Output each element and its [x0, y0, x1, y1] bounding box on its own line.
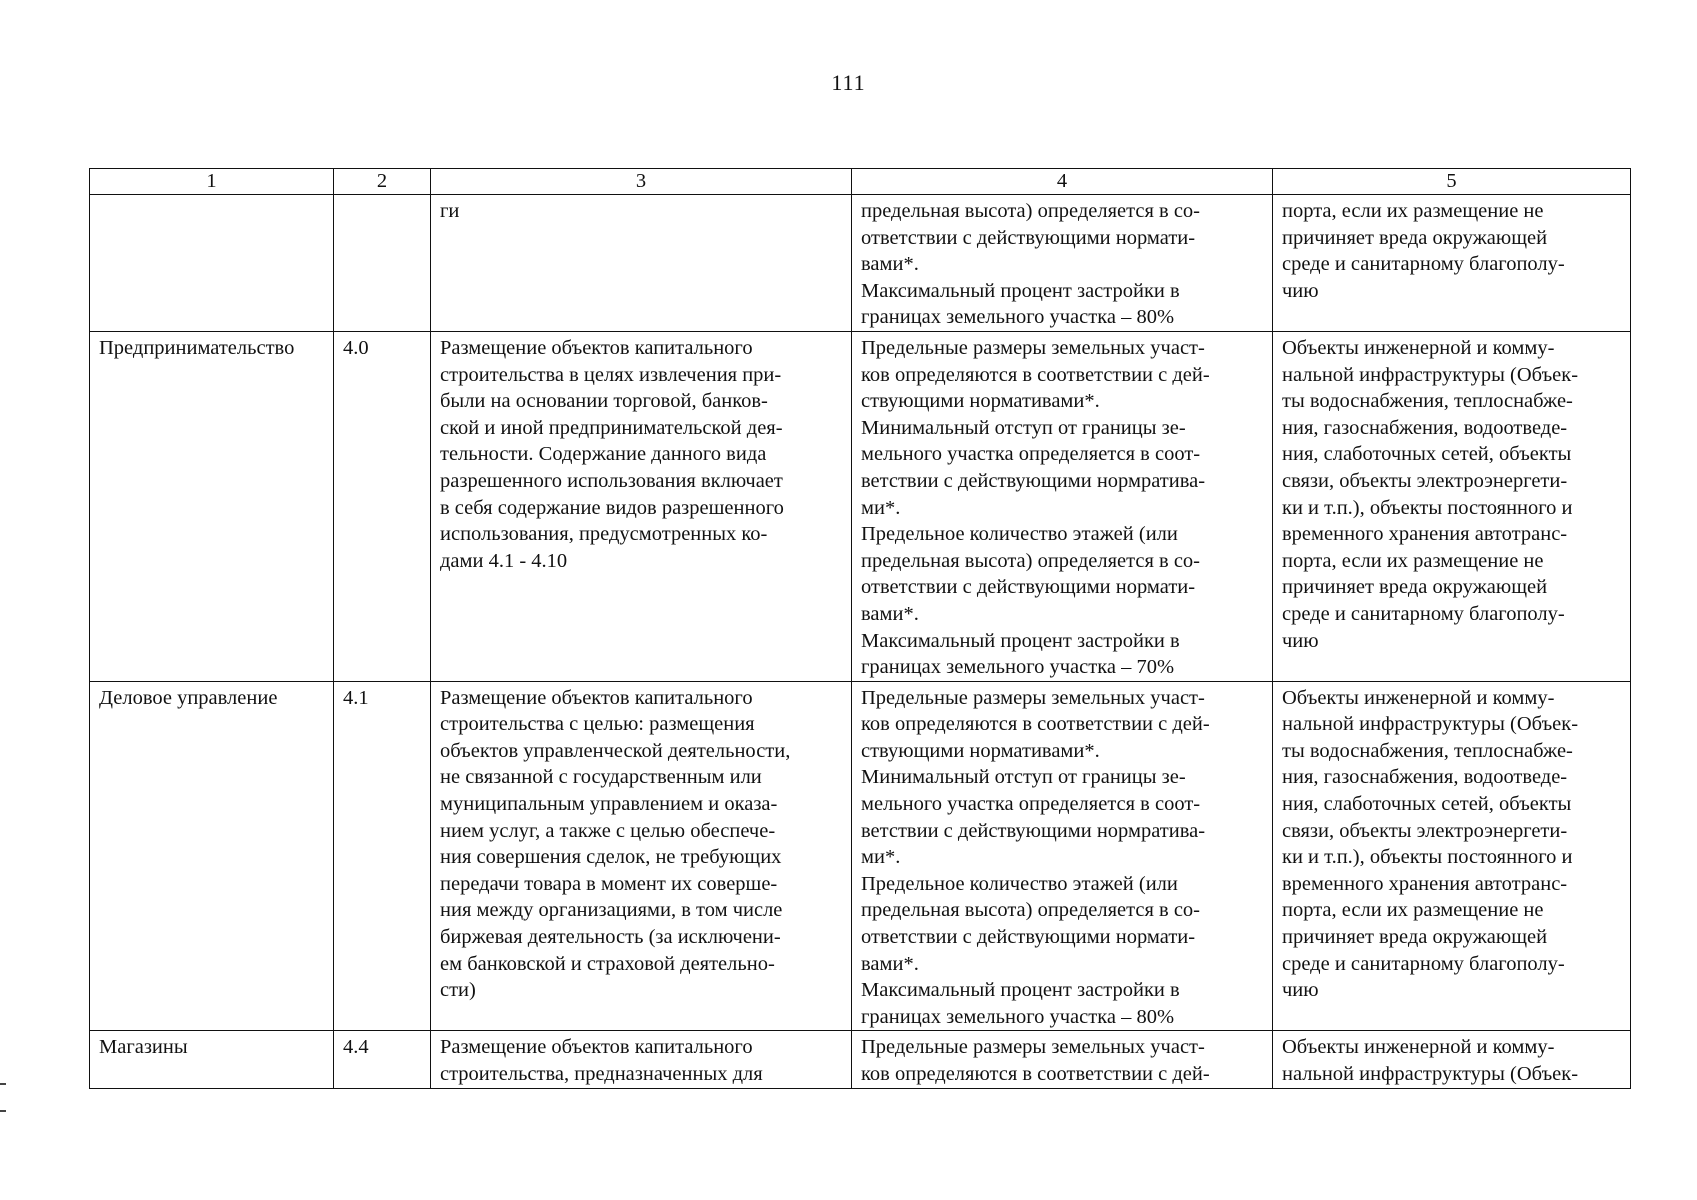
- auxiliary-uses: Объекты инженерной и комму- нальной инфраструктуры (Объек- ты водоснабжения, теплоснабже- ния, газоснабжения, водоотведе- ния, слаботочных сетей, объекты связи, объекты электроэнергети- ки и т.п.), объекты постоянного и временного хранения автотранс- порта, если их размещение не причиняет вреда окружающей среде и санитарному благополу- чию: [1273, 681, 1631, 1031]
- building-parameters: Предельные размеры земельных участ- ков определяются в соответствии с дей-: [852, 1031, 1273, 1088]
- use-type-description: Размещение объектов капитального строительства с целью: размещения объектов управленческой деятельности, не связанной с государственным или муниципальным управлением и оказа- нием услуг, а также с целью обеспече- ния совершения сделок, не требующих передачи товара в момент их соверше- ния между организациями, в том числе биржевая деятельность (за исключени- ем банковской и страховой деятельно- сти): [431, 681, 852, 1031]
- column-header: 4: [852, 169, 1273, 195]
- building-parameters: предельная высота) определяется в со- ответствии с действующими нормати- вами*. Максимальный процент застройки в границах земельного участка – 80%: [852, 195, 1273, 332]
- column-header: 2: [334, 169, 431, 195]
- auxiliary-uses: Объекты инженерной и комму- нальной инфраструктуры (Объек-: [1273, 1031, 1631, 1088]
- building-parameters: Предельные размеры земельных участ- ков определяются в соответствии с дей- ствующими нормативами*. Минимальный отступ от границы зе- мельного участка определяется в соот- ветствии с действующими нормратива- ми*. Предельное количество этажей (или предельная высота) определяется в со- ответствии с действующими нормати- вами*. Максимальный процент застройки в границах земельного участка – 70%: [852, 331, 1273, 681]
- use-type-description: ги: [431, 195, 852, 332]
- auxiliary-uses: порта, если их размещение не причиняет вреда окружающей среде и санитарному благополу- чию: [1273, 195, 1631, 332]
- table-row: [90, 1031, 1631, 1088]
- column-header: 1: [90, 169, 334, 195]
- scan-edge-mark: [0, 1083, 6, 1085]
- table-row: [90, 681, 1631, 1031]
- building-parameters: Предельные размеры земельных участ- ков определяются в соответствии с дей- ствующими нормативами*. Минимальный отступ от границы зе- мельного участка определяется в соот- ветствии с действующими нормратива- ми*. Предельное количество этажей (или предельная высота) определяется в со- ответствии с действующими нормати- вами*. Максимальный процент застройки в границах земельного участка – 80%: [852, 681, 1273, 1031]
- use-type-code: 4.4: [334, 1031, 431, 1088]
- use-type-name: Магазины: [90, 1031, 334, 1088]
- use-type-code: [334, 195, 431, 332]
- use-type-code: 4.0: [334, 331, 431, 681]
- auxiliary-uses: Объекты инженерной и комму- нальной инфраструктуры (Объек- ты водоснабжения, теплоснабже- ния, газоснабжения, водоотведе- ния, слаботочных сетей, объекты связи, объекты электроэнергети- ки и т.п.), объекты постоянного и временного хранения автотранс- порта, если их размещение не причиняет вреда окружающей среде и санитарному благополу- чию: [1273, 331, 1631, 681]
- table-header-row: [90, 169, 1631, 195]
- column-header: 5: [1273, 169, 1631, 195]
- column-header: 3: [431, 169, 852, 195]
- use-type-name: Предпринимательство: [90, 331, 334, 681]
- use-type-description: Размещение объектов капитального строительства в целях извлечения при- были на основании торговой, банков- ской и иной предпринимательской дея- тельности. Содержание данного вида разрешенного использования включает в себя содержание видов разрешенного использования, предусмотренных ко- дами 4.1 - 4.10: [431, 331, 852, 681]
- table-row: [90, 195, 1631, 332]
- use-type-code: 4.1: [334, 681, 431, 1031]
- use-type-description: Размещение объектов капитального строительства, предназначенных для: [431, 1031, 852, 1088]
- land-use-table: [89, 168, 1631, 1089]
- use-type-name: [90, 195, 334, 332]
- table-row: [90, 331, 1631, 681]
- use-type-name: Деловое управление: [90, 681, 334, 1031]
- page-number: 111: [831, 70, 866, 95]
- scan-edge-mark: [0, 1110, 6, 1112]
